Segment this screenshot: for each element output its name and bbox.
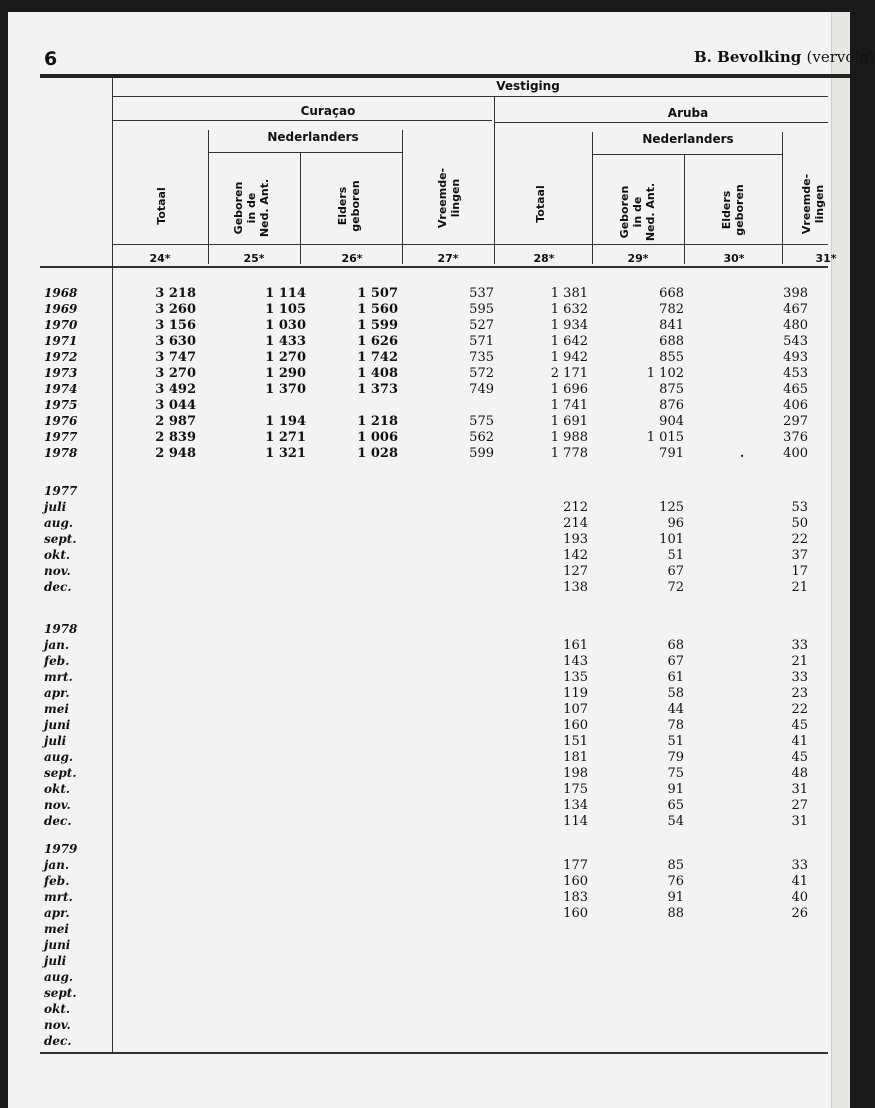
col-number: 31*	[815, 252, 837, 265]
group-header-vestiging: Vestiging	[496, 79, 560, 93]
col-rule-4	[494, 96, 495, 264]
table-cell: 2 171	[550, 366, 588, 381]
table-cell: 688	[659, 334, 684, 349]
col-label-elders-curacao: Elders geboren	[336, 180, 362, 232]
month-label: nov.	[44, 798, 71, 812]
col-rule-2	[300, 152, 301, 264]
table-cell: 1 696	[550, 382, 588, 397]
table-cell: 193	[563, 532, 588, 547]
table-cell: 142	[563, 548, 588, 563]
table-cell: 214	[563, 516, 588, 531]
table-cell: 1 988	[550, 430, 588, 445]
month-label: mrt.	[44, 670, 73, 684]
table-cell: 67	[667, 654, 684, 669]
table-cell: 480	[783, 318, 808, 333]
month-label: aug.	[44, 516, 74, 530]
table-cell: 1 218	[357, 414, 398, 429]
table-cell: 75	[667, 766, 684, 781]
month-label: sept.	[44, 532, 77, 546]
col-number: 28*	[533, 252, 555, 265]
table-cell: 127	[563, 564, 588, 579]
table-cell: 493	[783, 350, 808, 365]
table-cell: 1 433	[265, 334, 306, 349]
table-cell: 599	[469, 446, 494, 461]
table-cell: 1 626	[357, 334, 398, 349]
table-cell: 782	[659, 302, 684, 317]
table-cell: 1 370	[265, 382, 306, 397]
month-label: aug.	[44, 970, 74, 984]
ned-aruba-rule	[592, 154, 782, 155]
month-label: okt.	[44, 782, 71, 796]
month-label: dec.	[44, 580, 72, 594]
table-cell: 3 044	[155, 398, 196, 413]
table-cell: 175	[563, 782, 588, 797]
table-cell: 33	[791, 638, 808, 653]
month-label: aug.	[44, 750, 74, 764]
table-cell: 181	[563, 750, 588, 765]
header-rule	[40, 74, 850, 78]
table-cell: 151	[563, 734, 588, 749]
table-cell: 160	[563, 906, 588, 921]
month-label: jan.	[44, 638, 70, 652]
table-cell: 749	[469, 382, 494, 397]
col-rule-6	[684, 154, 685, 264]
header-nederlanders-curacao: Nederlanders	[267, 130, 359, 144]
table-cell: 41	[791, 874, 808, 889]
table-cell: 160	[563, 874, 588, 889]
table-cell: 61	[667, 670, 684, 685]
year-label: 1970	[44, 318, 78, 332]
table-cell: 51	[667, 548, 684, 563]
table-cell: 1 373	[357, 382, 398, 397]
year-label: 1978	[44, 446, 78, 460]
table-cell: 85	[667, 858, 684, 873]
stub-rule	[112, 78, 113, 1052]
table-cell: 1 270	[265, 350, 306, 365]
table-cell: 41	[791, 734, 808, 749]
table-cell: 2 948	[155, 446, 196, 461]
table-cell: 467	[783, 302, 808, 317]
header-aruba: Aruba	[667, 106, 709, 120]
month-label: juni	[44, 718, 71, 732]
table-cell: 23	[791, 686, 808, 701]
table-cell: 31	[791, 782, 808, 797]
month-label: mrt.	[44, 890, 73, 904]
table-cell: 22	[791, 532, 808, 547]
col-number: 26*	[341, 252, 363, 265]
table-cell: 1 028	[357, 446, 398, 461]
table-cell: 398	[783, 286, 808, 301]
page-header	[694, 48, 875, 66]
table-cell: 22	[791, 702, 808, 717]
table-cell: 1 934	[550, 318, 588, 333]
table-cell: 1 560	[357, 302, 398, 317]
table-cell: 2 987	[155, 414, 196, 429]
header-nederlanders-aruba: Nederlanders	[642, 132, 734, 146]
year-label: 1977	[44, 430, 78, 444]
year-label: 1969	[44, 302, 78, 316]
month-label: okt.	[44, 548, 71, 562]
table-cell: 31	[791, 814, 808, 829]
colno-rule-top	[112, 244, 828, 245]
table-cell: 791	[659, 446, 684, 461]
table-cell: 3 270	[155, 366, 196, 381]
table-cell: 3 630	[155, 334, 196, 349]
col-number: 25*	[243, 252, 265, 265]
table-cell: 1 105	[265, 302, 306, 317]
table-cell: 72	[667, 580, 684, 595]
table-cell: 1 942	[550, 350, 588, 365]
table-cell: 138	[563, 580, 588, 595]
table-cell: 78	[667, 718, 684, 733]
year-label: 1975	[44, 398, 78, 412]
table-cell: 543	[783, 334, 808, 349]
table-bottom-rule	[40, 1052, 828, 1054]
month-label: apr.	[44, 686, 70, 700]
table-cell: 183	[563, 890, 588, 905]
ned-curacao-rule	[208, 152, 402, 153]
table-cell: 1 102	[646, 366, 684, 381]
page-number: 6	[44, 48, 58, 70]
table-cell: 143	[563, 654, 588, 669]
table-cell: 40	[791, 890, 808, 905]
header-curacao: Curaçao	[300, 104, 356, 118]
month-label: nov.	[44, 564, 71, 578]
month-label: mei	[44, 702, 69, 716]
table-cell: 125	[659, 500, 684, 515]
table-cell: 595	[469, 302, 494, 317]
table-cell: 177	[563, 858, 588, 873]
month-label: okt.	[44, 1002, 71, 1016]
table-cell: 453	[783, 366, 808, 381]
table-cell: 68	[667, 638, 684, 653]
page-edge	[831, 12, 850, 1108]
table-cell: 1 015	[646, 430, 684, 445]
table-cell: 668	[659, 286, 684, 301]
table-cell: 107	[563, 702, 588, 717]
month-label: mei	[44, 922, 69, 936]
marker-dot: .	[740, 446, 745, 460]
month-label: feb.	[44, 654, 70, 668]
table-cell: 465	[783, 382, 808, 397]
table-cell: 3 492	[155, 382, 196, 397]
table-cell: 875	[659, 382, 684, 397]
table-cell: 33	[791, 670, 808, 685]
table-cell: 135	[563, 670, 588, 685]
table-cell: 54	[667, 814, 684, 829]
table-cell: 735	[469, 350, 494, 365]
table-cell: 1 742	[357, 350, 398, 365]
section-continued: (vervolg)	[806, 48, 875, 66]
group-rule	[112, 96, 828, 97]
col-number: 29*	[627, 252, 649, 265]
year-label: 1976	[44, 414, 78, 428]
table-cell: 48	[791, 766, 808, 781]
table-cell: 1 030	[265, 318, 306, 333]
table-cell: 50	[791, 516, 808, 531]
table-cell: 1 741	[550, 398, 588, 413]
table-cell: 1 778	[550, 446, 588, 461]
table-cell: 1 381	[550, 286, 588, 301]
month-label: sept.	[44, 986, 77, 1000]
table-cell: 3 747	[155, 350, 196, 365]
table-cell: 37	[791, 548, 808, 563]
table-cell: 79	[667, 750, 684, 765]
block-year-1979: 1979	[44, 842, 78, 856]
header-bottom-rule	[40, 266, 828, 268]
table-cell: 198	[563, 766, 588, 781]
table-cell: 3 156	[155, 318, 196, 333]
aruba-rule	[494, 122, 828, 123]
table-cell: 1 599	[357, 318, 398, 333]
table-cell: 1 691	[550, 414, 588, 429]
table-cell: 67	[667, 564, 684, 579]
table-cell: 297	[783, 414, 808, 429]
table-cell: 572	[469, 366, 494, 381]
table-cell: 376	[783, 430, 808, 445]
table-cell: 1 271	[265, 430, 306, 445]
table-cell: 212	[563, 500, 588, 515]
table-cell: 571	[469, 334, 494, 349]
table-cell: 841	[659, 318, 684, 333]
col-label-vreemd-aruba: Vreemde- lingen	[800, 173, 826, 235]
table-cell: 51	[667, 734, 684, 749]
col-number: 30*	[723, 252, 745, 265]
table-cell: 27	[791, 798, 808, 813]
table-cell: 527	[469, 318, 494, 333]
table-cell: 2 839	[155, 430, 196, 445]
table-cell: 53	[791, 500, 808, 515]
table-cell: 1 194	[265, 414, 306, 429]
col-label-vreemd-curacao: Vreemde- lingen	[436, 167, 462, 229]
table-cell: 21	[791, 654, 808, 669]
month-label: dec.	[44, 814, 72, 828]
table-cell: 21	[791, 580, 808, 595]
month-label: sept.	[44, 766, 77, 780]
table-cell: 876	[659, 398, 684, 413]
month-label: juli	[44, 734, 67, 748]
table-cell: 65	[667, 798, 684, 813]
table-cell: 400	[783, 446, 808, 461]
year-label: 1973	[44, 366, 78, 380]
table-cell: 1 632	[550, 302, 588, 317]
month-label: nov.	[44, 1018, 71, 1032]
table-cell: 88	[667, 906, 684, 921]
table-cell: 3 218	[155, 286, 196, 301]
table-cell: 575	[469, 414, 494, 429]
table-cell: 96	[667, 516, 684, 531]
block-year-1977: 1977	[44, 484, 78, 498]
table-cell: 904	[659, 414, 684, 429]
month-label: feb.	[44, 874, 70, 888]
table-cell: 58	[667, 686, 684, 701]
table-cell: 1 006	[357, 430, 398, 445]
table-cell: 537	[469, 286, 494, 301]
year-label: 1974	[44, 382, 78, 396]
table-cell: 160	[563, 718, 588, 733]
table-cell: 17	[791, 564, 808, 579]
table-cell: 161	[563, 638, 588, 653]
table-cell: 3 260	[155, 302, 196, 317]
table-cell: 26	[791, 906, 808, 921]
table-cell: 1 408	[357, 366, 398, 381]
table-cell: 45	[791, 718, 808, 733]
col-label-geboren-aruba: Geboren in de Ned. Ant.	[618, 182, 657, 242]
col-label-totaal-aruba: Totaal	[534, 185, 547, 223]
year-label: 1971	[44, 334, 78, 348]
table-cell: 1 114	[265, 286, 306, 301]
section-letter: B.	[694, 48, 712, 66]
block-year-1978: 1978	[44, 622, 78, 636]
table-cell: 91	[667, 782, 684, 797]
curacao-rule	[112, 120, 492, 121]
col-label-geboren-curacao: Geboren in de Ned. Ant.	[232, 178, 271, 238]
table-cell: 1 290	[265, 366, 306, 381]
table-cell: 134	[563, 798, 588, 813]
table-cell: 406	[783, 398, 808, 413]
document-page	[8, 12, 875, 1108]
month-label: juni	[44, 938, 71, 952]
table-cell: 44	[667, 702, 684, 717]
month-label: jan.	[44, 858, 70, 872]
col-label-elders-aruba: Elders geboren	[720, 184, 746, 236]
col-label-totaal-curacao: Totaal	[155, 187, 168, 225]
table-cell: 76	[667, 874, 684, 889]
table-cell: 1 642	[550, 334, 588, 349]
table-cell: 33	[791, 858, 808, 873]
col-number: 24*	[149, 252, 171, 265]
month-label: juli	[44, 500, 67, 514]
year-label: 1968	[44, 286, 78, 300]
table-cell: 119	[563, 686, 588, 701]
col-number: 27*	[437, 252, 459, 265]
month-label: apr.	[44, 906, 70, 920]
month-label: dec.	[44, 1034, 72, 1048]
table-cell: 101	[659, 532, 684, 547]
table-cell: 1 321	[265, 446, 306, 461]
table-cell: 855	[659, 350, 684, 365]
month-label: juli	[44, 954, 67, 968]
section-title: Bevolking	[717, 48, 802, 66]
table-cell: 1 507	[357, 286, 398, 301]
year-label: 1972	[44, 350, 78, 364]
table-cell: 91	[667, 890, 684, 905]
table-cell: 562	[469, 430, 494, 445]
table-cell: 114	[563, 814, 588, 829]
table-cell: 45	[791, 750, 808, 765]
